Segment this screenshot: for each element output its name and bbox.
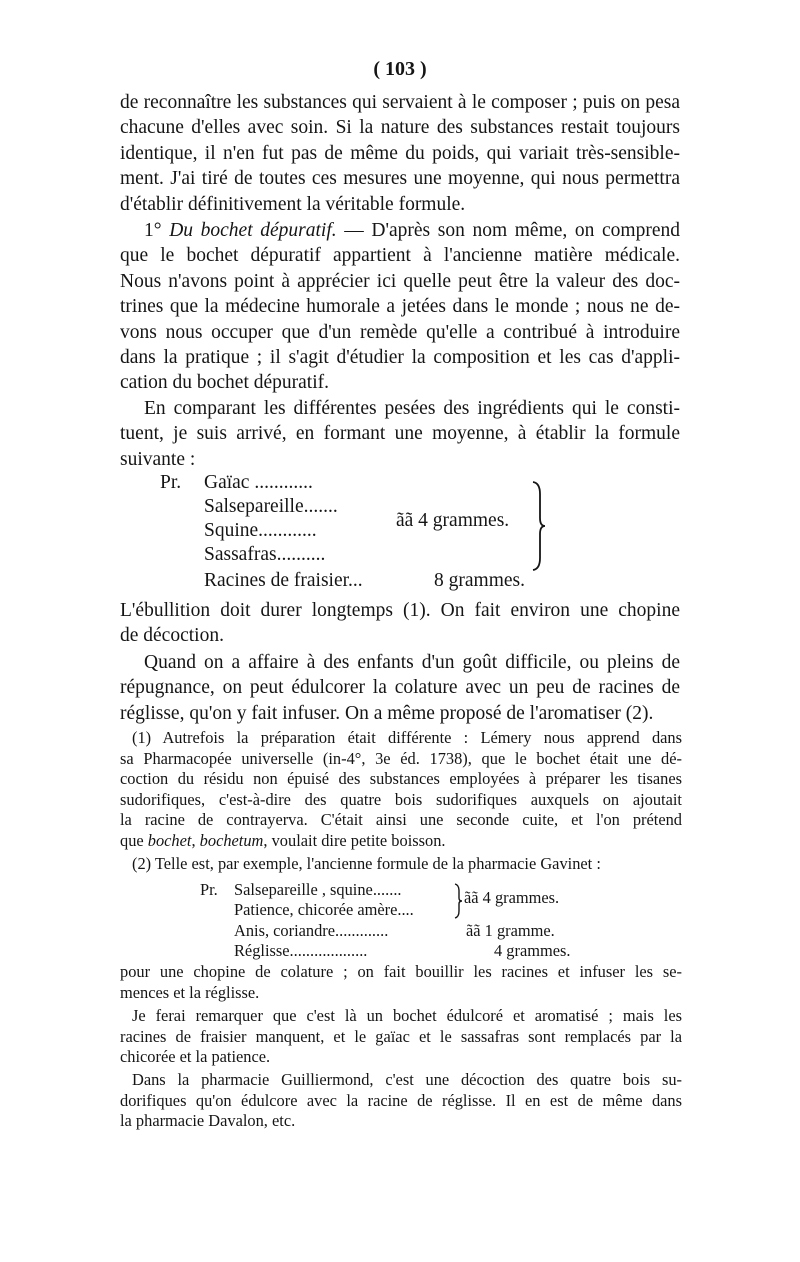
text-line: Nous n'avons point à apprécier ici quelle peut être la valeur des doc- [120,270,680,292]
page-number: ( 103 ) [373,58,427,80]
text-line: Quand on a affaire à des enfants d'un goût difficile, ou pleins de [144,652,680,673]
ingredient: Squine............ [204,520,317,541]
ingredient: Salsepareille....... [204,496,338,517]
text-line: tuent, je suis arrivé, en formant une moyenne, à établir la formule [120,423,680,445]
paragraph-3 [120,396,680,472]
ingredient: Réglisse................... [234,941,368,960]
footnote-2 [120,854,682,875]
grouped-quantity: ãã 4 grammes. [396,510,510,531]
footnote-line: pour une chopine de colature ; on fait bouillir les racines et infuser les se- [120,962,682,981]
recipe-prefix: Pr. [200,880,218,899]
text-line: suivante : [120,448,196,470]
recipe-formula [160,472,580,592]
text-line: d'établir définitivement la véritable formule. [120,193,466,215]
footnote-text: , voulait dire petite boisson. [263,830,446,850]
footnote-line: racines de fraisier manquent, et le gaïac et le sassafras sont remplacés par la [120,1026,682,1046]
footnote-line [120,831,682,852]
ingredient: Sassafras.......... [204,544,326,565]
ingredient: Anis, coriandre............. [234,921,389,940]
footnote-line: sa Pharmacopée universelle (in-4°, 3e éd. 1738), que le bochet était une dé- [120,748,682,768]
ingredient-quantity: 8 grammes. [434,570,525,591]
text-line: identique, il n'en fut pas de même du poids, qui variait très-sensible- [120,142,680,164]
section-title: Du bochet dépuratif. [169,220,337,241]
footnote-line: Dans la pharmacie Guilliermond, c'est une décoction des quatre bois su- [132,1070,682,1089]
footnote-text: , [191,830,200,850]
text-line: L'ébullition doit durer longtemps (1). On fait environ une chopine [120,600,680,621]
footnote-2-paragraph-2 [120,1006,682,1068]
text-line: de reconnaître les substances qui servaient à le composer ; puis on pesa [120,92,680,113]
text-line: trines que la médecine humorale a jetées dans le monde ; nous ne de- [120,296,680,318]
recipe-prefix: Pr. [160,472,182,493]
text-line: cation du bochet dépuratif. [120,372,330,394]
grouped-quantity: ãã 4 grammes. [464,888,560,907]
ingredient: Gaïac ............ [204,472,313,493]
text-line: vons nous occuper que d'un remède qu'elle a contribué à introduire [120,321,680,343]
ingredient-quantity: 4 grammes. [494,941,571,960]
footnote-text: que [120,830,148,850]
footnote-2-paragraph-3 [120,1070,682,1132]
footnote-line: (2) Telle est, par exemple, l'ancienne formule de la pharmacie Gavinet : [132,854,601,873]
section-number: 1° [144,220,162,241]
footnote-line: chicorée et la patience. [120,1047,271,1067]
ingredient: Salsepareille , squine....... [234,880,402,899]
text-line: que le bochet dépuratif appartient à l'ancienne matière médicale. [120,245,680,267]
footnote-line: la racine de contrayerva. C'était ainsi une seconde cuite, et l'on prétend [120,810,682,830]
footnote-term: bochet [147,830,192,850]
paragraph-5 [120,650,680,726]
section-heading-line [120,218,680,243]
text-line: dans la pratique ; il s'agit d'étudier la composition et les cas d'appli- [120,347,680,369]
ingredient: Patience, chicorée amère.... [234,900,414,919]
paragraph-4 [120,598,680,649]
footnote-line: coction du résidu non épuisé des substances employées à préparer les tisanes [120,769,682,789]
footnote-line: (1) Autrefois la préparation était différente : Lémery nous apprend dans [132,728,682,747]
footnote-line: Je ferai remarquer que c'est là un bochet édulcoré et aromatisé ; mais les [132,1006,682,1025]
text-line: chacune d'elles avec soin. Si la nature des substances restait toujours [120,117,680,139]
footnote-term: bochetum [199,830,264,850]
text-line: ment. J'ai tiré de toutes ces mesures une moyenne, qui nous permettra [120,168,680,190]
footnote-line: mences et la réglisse. [120,982,260,1002]
right-brace-icon [532,480,546,572]
paragraph-2 [120,218,680,396]
text-line: répugnance, on peut édulcorer la colature avec un peu de racines de [120,677,680,699]
ingredient-quantity: ãã 1 gramme. [466,921,555,940]
footnote-line: la pharmacie Davalon, etc. [120,1111,296,1131]
right-brace-icon [454,883,463,919]
text-line: réglisse, qu'on y fait infuser. On a même proposé de l'aromatiser (2). [120,702,654,724]
footnote-formula [200,880,600,960]
footnote-line: sudorifiques, c'est-à-dire des quatre bois sudorifiques auxquels on ajoutait [120,789,682,809]
text-line: En comparant les différentes pesées des ingrédients qui le consti- [144,398,680,419]
footnote-1 [120,728,682,852]
ingredient: Racines de fraisier... [204,570,363,591]
footnote-2-continued [120,962,682,1003]
footnote-line: dorifiques qu'on édulcore avec la racine de réglisse. Il en est de même dans [120,1090,682,1110]
paragraph-1 [120,90,680,217]
text-line: de décoction. [120,625,224,647]
section-heading-text: — D'après son nom même, on comprend [336,220,680,241]
